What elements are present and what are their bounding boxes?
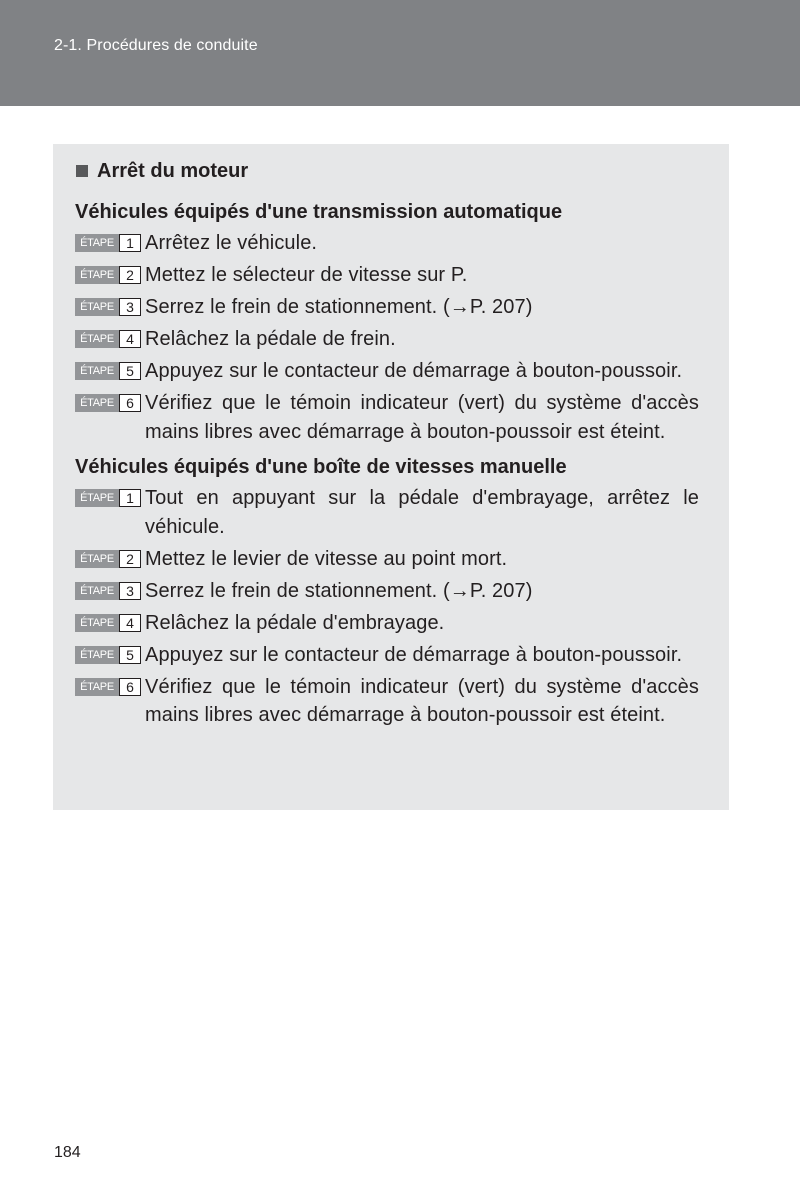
step-item [75,229,699,258]
step-badge-label: ÉTAPE [75,394,119,412]
step-badge-label: ÉTAPE [75,489,119,507]
step-item [75,293,699,322]
square-bullet-icon [76,165,88,177]
step-badge-label: ÉTAPE [75,234,119,252]
panel-content [75,157,699,733]
info-panel [53,144,729,810]
step-item [75,389,699,446]
step-badge-label: ÉTAPE [75,330,119,348]
step-number: 6 [119,678,141,696]
step-badge [75,266,141,284]
step-item [75,673,699,730]
step-text: Relâchez la pédale de frein. [145,328,396,350]
page-number: 184 [54,1144,81,1161]
step-text: Appuyez sur le contacteur de démarrage à bouton-poussoir. [145,360,683,382]
step-badge-label: ÉTAPE [75,614,119,632]
step-number: 6 [119,394,141,412]
step-item [75,577,699,606]
step-badge [75,362,141,380]
step-text: Arrêtez le véhicule. [145,232,318,254]
step-number: 4 [119,330,141,348]
step-text: Serrez le frein de stationnement. (→P. 207) [145,296,533,318]
step-badge [75,489,141,507]
step-badge [75,678,141,696]
step-number: 2 [119,266,141,284]
step-item [75,325,699,354]
step-number: 5 [119,362,141,380]
automatic-steps [75,229,699,446]
step-item [75,545,699,574]
step-text: Vérifiez que le témoin indicateur (vert) du système d'accès mains libres avec démarrage à bouton-poussoir est éteint. [145,392,699,443]
step-text: Mettez le levier de vitesse au point mort. [145,547,508,570]
page-header [0,0,800,106]
step-badge-label: ÉTAPE [75,298,119,316]
step-number: 1 [119,234,141,252]
step-number: 2 [119,550,141,568]
step-item [75,261,699,290]
step-item [75,484,699,541]
step-badge-label: ÉTAPE [75,678,119,696]
step-badge [75,646,141,664]
step-item [75,357,699,386]
step-badge [75,582,141,600]
step-number: 3 [119,582,141,600]
step-number: 1 [119,489,141,507]
step-badge-label: ÉTAPE [75,266,119,284]
manual-heading: Véhicules équipés d'une boîte de vitesses manuelle [75,456,567,478]
step-number: 5 [119,646,141,664]
step-badge [75,234,141,252]
step-badge-label: ÉTAPE [75,582,119,600]
section-breadcrumb: 2-1. Procédures de conduite [54,37,258,54]
manual-steps [75,484,699,730]
step-text: Relâchez la pédale d'embrayage. [145,611,445,634]
step-text: Serrez le frein de stationnement. (→P. 207) [145,579,533,602]
step-number: 3 [119,298,141,316]
step-badge [75,330,141,348]
step-badge [75,550,141,568]
step-badge [75,394,141,412]
panel-title-text: Arrêt du moteur [97,160,249,182]
step-badge-label: ÉTAPE [75,550,119,568]
step-text: Tout en appuyant sur la pédale d'embrayage, arrêtez le véhicule. [145,487,699,538]
automatic-heading: Véhicules équipés d'une transmission automatique [75,201,563,223]
step-item [75,641,699,670]
step-badge [75,614,141,632]
step-item [75,609,699,638]
step-badge-label: ÉTAPE [75,362,119,380]
step-text: Vérifiez que le témoin indicateur (vert) du système d'accès mains libres avec démarrage à bouton-poussoir est éteint. [145,675,699,726]
step-badge [75,298,141,316]
step-text: Appuyez sur le contacteur de démarrage à bouton-poussoir. [145,643,683,666]
step-text: Mettez le sélecteur de vitesse sur P. [145,264,468,286]
step-number: 4 [119,614,141,632]
panel-title [75,157,699,185]
step-badge-label: ÉTAPE [75,646,119,664]
